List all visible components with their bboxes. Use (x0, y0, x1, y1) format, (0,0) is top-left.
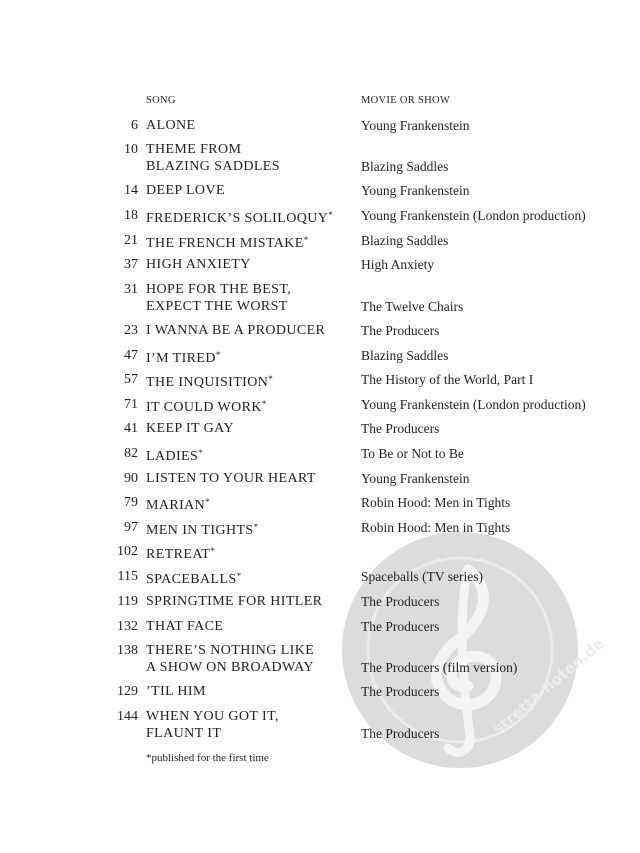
song-title-text: RETREAT (146, 547, 211, 562)
movie-or-show: The Producers (361, 684, 440, 699)
page-number: 132 (117, 619, 138, 634)
page-number: 10 (124, 142, 138, 157)
song-title (146, 568, 356, 588)
song-title (146, 232, 356, 252)
song-title (146, 494, 356, 514)
song-title (146, 445, 356, 465)
first-publication-marker: * (205, 497, 210, 507)
movie-or-show: Spaceballs (TV series) (361, 569, 483, 584)
footnote: *published for the first time (146, 752, 269, 764)
page-number: 119 (117, 594, 138, 609)
song-title-text: HIGH ANXIETY (146, 257, 251, 272)
first-publication-marker: * (236, 571, 242, 581)
song-title (146, 371, 356, 391)
movie-or-show: The Producers (361, 323, 440, 338)
song-title (146, 543, 356, 563)
song-title (146, 322, 356, 339)
page-number: 71 (124, 397, 138, 412)
song-title (146, 618, 356, 635)
song-title-text: THE FRENCH MISTAKE (146, 236, 304, 251)
page-number: 21 (124, 233, 138, 248)
movie-or-show: The Producers (361, 619, 440, 634)
song-title-text: KEEP IT GAY (146, 421, 234, 436)
song-title-text: DEEP LOVE (146, 183, 225, 198)
first-publication-marker: * (303, 235, 309, 245)
movie-or-show: Blazing Saddles (361, 159, 449, 174)
song-title (146, 141, 356, 175)
movie-or-show: Robin Hood: Men in Tights (361, 495, 511, 510)
movie-column-header: MOVIE OR SHOW (361, 95, 451, 106)
movie-or-show: The Producers (361, 594, 440, 609)
song-column-header: SONG (146, 95, 176, 106)
first-publication-marker: * (328, 210, 333, 220)
song-title-text: MARIAN (146, 498, 206, 513)
song-title-text: I’M TIRED (146, 351, 216, 366)
song-title (146, 182, 356, 199)
movie-or-show: Young Frankenstein (361, 183, 470, 198)
movie-or-show: Young Frankenstein (361, 118, 470, 133)
song-title (146, 256, 356, 273)
page-number: 18 (124, 208, 138, 223)
song-title (146, 396, 356, 416)
song-title (146, 347, 356, 367)
first-publication-marker: * (268, 374, 273, 384)
movie-or-show: The Producers (361, 421, 440, 436)
movie-or-show: Robin Hood: Men in Tights (361, 520, 511, 535)
first-publication-marker: * (198, 448, 203, 458)
song-title (146, 117, 356, 134)
page-number: 82 (124, 446, 138, 461)
song-title-text: HOPE FOR THE BEST, EXPECT THE WORST (146, 282, 292, 314)
song-title-text: THERE’S NOTHING LIKE A SHOW ON BROADWAY (146, 643, 315, 675)
first-publication-marker: * (261, 399, 267, 409)
song-title-text: SPACEBALLS (146, 572, 237, 587)
song-title-text: IT COULD WORK (146, 400, 262, 415)
song-title (146, 642, 356, 676)
song-title-text: THE INQUISITION (146, 375, 269, 390)
song-title (146, 420, 356, 437)
page-number: 47 (124, 348, 138, 363)
page-number: 79 (124, 495, 138, 510)
song-title (146, 207, 356, 227)
page-number: 31 (124, 282, 138, 297)
page-number: 129 (117, 684, 138, 699)
movie-or-show: Blazing Saddles (361, 348, 449, 363)
movie-or-show: Young Frankenstein (361, 471, 470, 486)
page-number: 138 (117, 643, 138, 658)
page-number: 115 (117, 569, 138, 584)
song-title-text: MEN IN TIGHTS (146, 523, 254, 538)
movie-or-show: The Producers (film version) (361, 660, 518, 675)
movie-or-show: Blazing Saddles (361, 233, 449, 248)
song-title-text: LADIES (146, 449, 199, 464)
song-title-text: WHEN YOU GOT IT, FLAUNT IT (146, 709, 279, 741)
page-number: 14 (124, 183, 138, 198)
movie-or-show: To Be or Not to Be (361, 446, 464, 461)
song-title-text: ’TIL HIM (146, 684, 206, 699)
song-title-text: FREDERICK’S SOLILOQUY (146, 211, 329, 226)
movie-or-show: The Twelve Chairs (361, 299, 464, 314)
watermark-text: stretta-noten.de (489, 634, 608, 739)
song-title-text: LISTEN TO YOUR HEART (146, 471, 316, 486)
song-title-text: SPRINGTIME FOR HITLER (146, 594, 323, 609)
movie-or-show: The History of the World, Part I (361, 372, 534, 387)
first-publication-marker: * (253, 522, 259, 532)
page-number: 90 (124, 471, 138, 486)
page-number: 37 (124, 257, 138, 272)
song-title (146, 281, 356, 315)
first-publication-marker: * (210, 546, 215, 556)
page-number: 144 (117, 709, 138, 724)
page-number: 57 (124, 372, 138, 387)
page-number: 23 (124, 323, 138, 338)
movie-or-show: High Anxiety (361, 257, 435, 272)
song-title-text: THAT FACE (146, 619, 224, 634)
song-title (146, 519, 356, 539)
page-number: 102 (117, 544, 138, 559)
song-title-text: ALONE (146, 118, 196, 133)
movie-or-show: The Producers (361, 726, 440, 741)
page-number: 97 (124, 520, 138, 535)
song-title-text: I WANNA BE A PRODUCER (146, 323, 326, 338)
song-title-text: THEME FROM BLAZING SADDLES (146, 142, 280, 174)
page-number: 6 (131, 118, 138, 133)
song-title (146, 470, 356, 487)
song-title (146, 683, 356, 700)
song-title (146, 593, 356, 610)
movie-or-show: Young Frankenstein (London production) (361, 397, 586, 412)
page-number: 41 (124, 421, 138, 436)
first-publication-marker: * (215, 350, 221, 360)
movie-or-show: Young Frankenstein (London production) (361, 208, 586, 223)
song-title (146, 708, 356, 742)
